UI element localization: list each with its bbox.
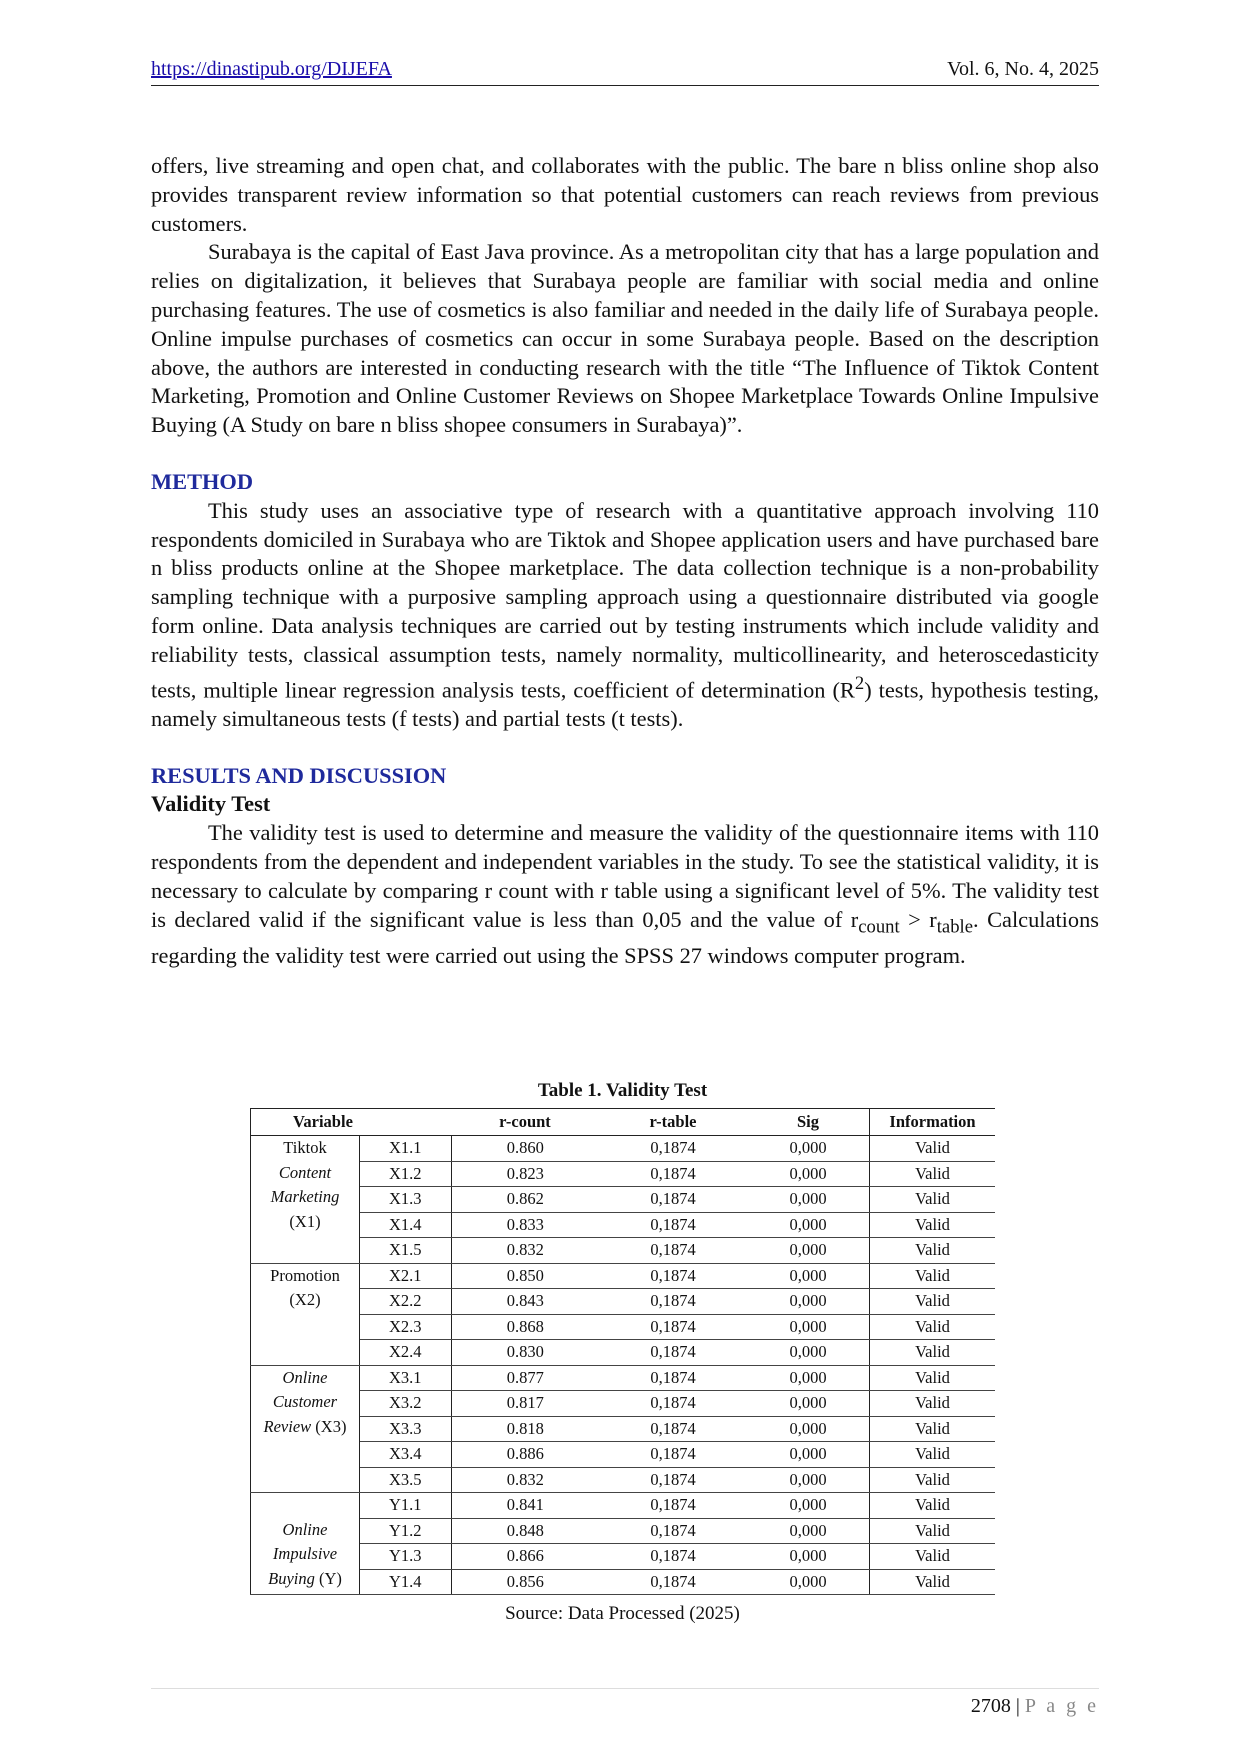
method-text-a: This study uses an associative type of research with a quantitative approach involving 110 respondents domiciled in Surabaya who are Tiktok and Shopee application users and have purchased bare n bliss products online at the Shopee marketplace. The data collection technique is a non-probability sampling technique with a purposive sampling approach using a questionnaire distributed via google form online. Data analysis techniques are carried out by testing instruments which include validity and reliability tests, classical assumption tests, namely normality, multicollinearity, and heteroscedasticity tests, multiple linear regression analysis tests, coefficient of determination (R <box>151 497 1099 703</box>
cell-code: X3.4 <box>360 1442 452 1468</box>
cell-rtable: 0,1874 <box>599 1467 747 1493</box>
r-squared-superscript: 2 <box>854 672 865 694</box>
cell-sig: 0,000 <box>747 1442 870 1468</box>
volume-info: Vol. 6, No. 4, 2025 <box>947 58 1099 80</box>
cell-rcount: 0.866 <box>451 1544 599 1570</box>
cell-sig: 0,000 <box>747 1365 870 1391</box>
table-row <box>251 1467 996 1493</box>
variable-label-part: (Y) <box>314 1568 342 1588</box>
main-content <box>151 152 1099 971</box>
variable-cell <box>251 1493 360 1595</box>
cell-rcount: 0.817 <box>451 1391 599 1417</box>
cell-rcount: 0.823 <box>451 1161 599 1187</box>
cell-rtable: 0,1874 <box>599 1340 747 1366</box>
cell-rtable: 0,1874 <box>599 1187 747 1213</box>
cell-sig: 0,000 <box>747 1544 870 1570</box>
table-row <box>251 1340 996 1366</box>
variable-label-part: Customer <box>272 1392 338 1412</box>
cell-code: Y1.4 <box>360 1569 452 1595</box>
cell-rtable: 0,1874 <box>599 1238 747 1264</box>
cell-rcount: 0.843 <box>451 1289 599 1315</box>
header-rtable: r-table <box>599 1109 747 1136</box>
table-row <box>251 1493 996 1519</box>
r-table-subscript: table <box>936 916 973 938</box>
cell-info: Valid <box>870 1161 996 1187</box>
cell-info: Valid <box>870 1340 996 1366</box>
table-row <box>251 1365 996 1391</box>
cell-code: X3.1 <box>360 1365 452 1391</box>
cell-sig: 0,000 <box>747 1518 870 1544</box>
table-row <box>251 1136 996 1162</box>
cell-rcount: 0.832 <box>451 1238 599 1264</box>
table-row <box>251 1238 996 1264</box>
table-header-row <box>251 1109 996 1136</box>
cell-code: X3.2 <box>360 1391 452 1417</box>
r-count-subscript: count <box>858 916 900 938</box>
cell-rcount: 0.830 <box>451 1340 599 1366</box>
cell-rcount: 0.850 <box>451 1263 599 1289</box>
table-row <box>251 1391 996 1417</box>
cell-info: Valid <box>870 1416 996 1442</box>
cell-code: Y1.2 <box>360 1518 452 1544</box>
cell-rcount: 0.833 <box>451 1212 599 1238</box>
validity-heading: Validity Test <box>151 791 271 817</box>
cell-rcount: 0.877 <box>451 1365 599 1391</box>
cell-info: Valid <box>870 1263 996 1289</box>
header-sig: Sig <box>747 1109 870 1136</box>
cell-rtable: 0,1874 <box>599 1391 747 1417</box>
cell-sig: 0,000 <box>747 1467 870 1493</box>
cell-rcount: 0.832 <box>451 1467 599 1493</box>
cell-rcount: 0.856 <box>451 1569 599 1595</box>
cell-rtable: 0,1874 <box>599 1365 747 1391</box>
cell-info: Valid <box>870 1289 996 1315</box>
results-heading: RESULTS AND DISCUSSION <box>151 762 447 788</box>
cell-sig: 0,000 <box>747 1391 870 1417</box>
table-row <box>251 1569 996 1595</box>
variable-label-part: Online <box>282 1519 328 1539</box>
cell-info: Valid <box>870 1212 996 1238</box>
paragraph-method <box>151 497 1099 734</box>
paragraph-validity <box>151 819 1099 970</box>
table-body <box>251 1136 996 1595</box>
header-rcount: r-count <box>451 1109 599 1136</box>
cell-code: X1.3 <box>360 1187 452 1213</box>
cell-rcount: 0.886 <box>451 1442 599 1468</box>
cell-rtable: 0,1874 <box>599 1136 747 1162</box>
validity-text-b: . Calculations regarding the validity test were carried out using the SPSS 27 windows computer program. <box>151 906 1100 968</box>
cell-info: Valid <box>870 1187 996 1213</box>
cell-info: Valid <box>870 1136 996 1162</box>
page-separator: | <box>1010 1695 1025 1717</box>
cell-rcount: 0.841 <box>451 1493 599 1519</box>
variable-label-part: Content <box>278 1162 332 1182</box>
table-row <box>251 1263 996 1289</box>
variable-label-part: Online <box>282 1367 328 1387</box>
cell-rcount: 0.868 <box>451 1314 599 1340</box>
header-information: Information <box>870 1109 996 1136</box>
cell-rcount: 0.860 <box>451 1136 599 1162</box>
cell-sig: 0,000 <box>747 1136 870 1162</box>
cell-info: Valid <box>870 1442 996 1468</box>
cell-sig: 0,000 <box>747 1187 870 1213</box>
table-row <box>251 1289 996 1315</box>
paragraph-surabaya: Surabaya is the capital of East Java province. As a metropolitan city that has a large population and relies on digitalization, it believes that Surabaya people are familiar with social media and online purchasing features. The use of cosmetics is also familiar and needed in the daily life of Surabaya people. Online impulse purchases of cosmetics can occur in some Surabaya people. Based on the description above, the authors are interested in conducting research with the title “The Influence of Tiktok Content Marketing, Promotion and Online Customer Reviews on Shopee Marketplace Towards Online Impulsive Buying (A Study on bare n bliss shopee consumers in Surabaya)”. <box>151 239 1099 438</box>
cell-code: X1.5 <box>360 1238 452 1264</box>
cell-code: X2.2 <box>360 1289 452 1315</box>
cell-rtable: 0,1874 <box>599 1416 747 1442</box>
cell-code: X3.5 <box>360 1467 452 1493</box>
table-row <box>251 1518 996 1544</box>
cell-rtable: 0,1874 <box>599 1263 747 1289</box>
cell-rcount: 0.818 <box>451 1416 599 1442</box>
table-row <box>251 1161 996 1187</box>
cell-sig: 0,000 <box>747 1569 870 1595</box>
variable-label-part: Tiktok <box>283 1138 327 1157</box>
table-row <box>251 1442 996 1468</box>
cell-sig: 0,000 <box>747 1416 870 1442</box>
cell-sig: 0,000 <box>747 1238 870 1264</box>
table-row <box>251 1416 996 1442</box>
cell-sig: 0,000 <box>747 1263 870 1289</box>
page-header <box>151 58 1099 86</box>
cell-code: Y1.1 <box>360 1493 452 1519</box>
cell-code: X1.1 <box>360 1136 452 1162</box>
validity-text-a: The validity test is used to determine and measure the validity of the questionnaire items with 110 respondents from the dependent and independent variables in the study. To see the statistical validity, it is necessary to calculate by comparing r count with r table using a significant level of 5%. The validity test is declared valid if the significant value is less than 0,05 and the value of r <box>151 820 1099 932</box>
cell-rcount: 0.862 <box>451 1187 599 1213</box>
variable-label-part: Buying <box>268 1568 315 1588</box>
page-footer <box>151 1688 1099 1718</box>
cell-code: X1.2 <box>360 1161 452 1187</box>
cell-rtable: 0,1874 <box>599 1212 747 1238</box>
cell-rtable: 0,1874 <box>599 1569 747 1595</box>
cell-code: X2.3 <box>360 1314 452 1340</box>
variable-label-part: Promotion <box>270 1265 340 1285</box>
cell-info: Valid <box>870 1544 996 1570</box>
page-word: P a g e <box>1024 1695 1099 1717</box>
table-row <box>251 1212 996 1238</box>
cell-info: Valid <box>870 1314 996 1340</box>
page-number: 2708 <box>970 1695 1011 1717</box>
variable-cell <box>251 1263 360 1365</box>
cell-rtable: 0,1874 <box>599 1493 747 1519</box>
variable-cell <box>251 1365 360 1493</box>
cell-info: Valid <box>870 1518 996 1544</box>
cell-info: Valid <box>870 1238 996 1264</box>
table-source: Source: Data Processed (2025) <box>505 1603 740 1624</box>
paragraph-intro-continued: offers, live streaming and open chat, and collaborates with the public. The bare n bliss online shop also provides transparent review information so that potential customers can reach reviews from previous customers. <box>151 153 1099 236</box>
variable-label-part: Marketing <box>270 1187 340 1207</box>
cell-sig: 0,000 <box>747 1212 870 1238</box>
cell-sig: 0,000 <box>747 1340 870 1366</box>
cell-sig: 0,000 <box>747 1314 870 1340</box>
table-caption: Table 1. Validity Test <box>537 1080 708 1101</box>
journal-link[interactable]: https://dinastipub.org/DIJEFA <box>151 58 392 80</box>
cell-sig: 0,000 <box>747 1161 870 1187</box>
validity-gt: > r <box>899 906 937 932</box>
cell-sig: 0,000 <box>747 1493 870 1519</box>
cell-info: Valid <box>870 1467 996 1493</box>
cell-code: X3.3 <box>360 1416 452 1442</box>
table-row <box>251 1187 996 1213</box>
header-variable: Variable <box>251 1109 452 1136</box>
variable-label-part: (X3) <box>311 1416 347 1436</box>
cell-code: X1.4 <box>360 1212 452 1238</box>
cell-sig: 0,000 <box>747 1289 870 1315</box>
cell-rcount: 0.848 <box>451 1518 599 1544</box>
cell-rtable: 0,1874 <box>599 1161 747 1187</box>
cell-rtable: 0,1874 <box>599 1442 747 1468</box>
method-text-b: ) tests, hypothesis testing, namely simultaneous tests (f tests) and partial tests (t tests). <box>151 677 1099 731</box>
variable-label-part: (X2) <box>289 1290 321 1310</box>
cell-info: Valid <box>870 1391 996 1417</box>
variable-label-part: Impulsive <box>272 1544 338 1564</box>
cell-rtable: 0,1874 <box>599 1289 747 1315</box>
cell-info: Valid <box>870 1493 996 1519</box>
validity-table <box>250 1108 995 1595</box>
cell-code: X2.4 <box>360 1340 452 1366</box>
table-row <box>251 1314 996 1340</box>
cell-rtable: 0,1874 <box>599 1314 747 1340</box>
validity-table-figure <box>250 1080 995 1625</box>
variable-label-part: (X1) <box>289 1211 321 1231</box>
variable-cell <box>251 1136 360 1264</box>
cell-code: X2.1 <box>360 1263 452 1289</box>
cell-rtable: 0,1874 <box>599 1544 747 1570</box>
table-row <box>251 1544 996 1570</box>
cell-info: Valid <box>870 1569 996 1595</box>
cell-rtable: 0,1874 <box>599 1518 747 1544</box>
method-heading: METHOD <box>151 468 254 494</box>
variable-label-part: Review <box>263 1416 312 1436</box>
cell-info: Valid <box>870 1365 996 1391</box>
cell-code: Y1.3 <box>360 1544 452 1570</box>
